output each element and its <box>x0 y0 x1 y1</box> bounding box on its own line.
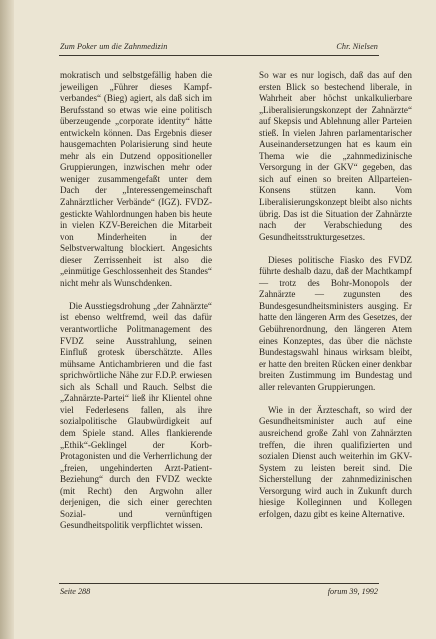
journal-issue: forum 39, 1992 <box>327 587 378 596</box>
page-edge-shadow <box>0 0 14 639</box>
header-title: Zum Poker um die Zahnmedizin <box>60 42 168 51</box>
page-number: Seite 288 <box>60 587 91 596</box>
text-column-right <box>259 70 412 532</box>
paragraph: Dieses politische Fiasko des FVDZ führte deshalb dazu, daß der Machtkampf — trotz des Bohr-Monopols der Zahnärzte — zugunsten des Bundesgesundheitsministers ausging. Er hatte den längeren Arm des Gesetzes, der Gebührenordnung, den längeren Atem eines Konzeptes, das über die nächste Bundestagswahl hinaus wirksam bleibt, er hatte den breiten Rücken einer denkbar breiten Zustimmung im Bundestag und aller relevanten Gruppierungen. <box>259 254 412 392</box>
header-author: Chr. Nielsen <box>336 42 378 51</box>
header-rule <box>59 55 379 56</box>
text-column-left <box>60 70 212 543</box>
footer-rule <box>59 583 379 584</box>
running-footer <box>60 587 378 599</box>
paragraph: Wie in der Ärzteschaft, so wird der Gesundheitsminister auch auf eine ausreichend große Zahl von Zahnärzten treffen, die ihren qualifizierten und sozialen Dienst auch weiterhin im GKV-System zu leisten bereit sind. Die Sicherstellung der zahnmedizinischen Versorgung wird auch in Zukunft durch hiesige Kolleginnen und Kollegen erfolgen, dazu gibt es keine Alternative. <box>259 404 412 519</box>
running-header <box>60 42 378 54</box>
paragraph: Die Ausstiegsdrohung „der Zahnärzte“ ist ebenso weltfremd, weil das dafür verantwortliche Politmanagement des FVDZ seine Ausstrahlung, seinen Einfluß grotesk überschätzte. Alles mühsame Antichambrieren und die fast sprichwörtliche Nähe zur F.D.P. erwiesen sich als Schall und Rauch. Selbst die „Zahnärzte-Partei“ ließ ihr Klientel ohne viel Federlesens fallen, als ihre sozialpolitische Glaubwürdigkeit auf dem Spiele stand. Alles flankierende „Ethik“-Geklingel der Korb-Protagonisten und die Verherrlichung der „freien, ungehinderten Arzt-Patient-Beziehung“ durch den FVDZ weckte (mit Recht) den Argwohn aller derjenigen, die sich einer gerechten Sozial- und vernünftigen Gesundheitspolitik verpflichtet wissen. <box>60 300 212 531</box>
paragraph: mokratisch und selbstgefällig haben die jeweiligen „Führer dieses Kampf-verbandes“ (Bieg) agiert, als daß sich im Berufsstand so etwas wie eine politisch überzeugende „corporate identity“ hätte entwickeln können. Das Ergebnis dieser hausgemachten Polarisierung sind heute mehr als ein Dutzend oppositioneller Gruppierungen, inzwischen mehr oder weniger zusammengefaßt unter dem Dach der „Interessengemeinschaft Zahnärztlicher Verbände“ (IGZ). FVDZ-gestickte Wahlordnungen haben bis heute in vielen KZV-Bereichen die Mitarbeit von Minderheiten in der Selbstverwaltung blockiert. Angesichts dieser Zerrissenheit ist also die „einmütige Geschlossenheit des Standes“ nicht mehr als Wunschdenken. <box>60 70 212 288</box>
paragraph: So war es nur logisch, daß das auf den ersten Blick so bestechend liberale, in Wahrheit aber höchst unkalkulierbare „Liberalisierungskonzept der Zahnärzte“ auf Skepsis und Ablehnung aller Parteien stieß. In vielen Jahren parlamentarischer Auseinandersetzungen hat es kaum ein Thema wie die „zahnmedizinische Versorgung in der GKV“ gegeben, das sich auf einen so breiten Allparteien-Konsens stützen kann. Vom Liberalisierungskonzept bleibt also nichts übrig. Das ist die Situation der Zahnärzte nach der Verabschiedung des Gesundheitsstrukturgesetzes. <box>259 70 412 242</box>
